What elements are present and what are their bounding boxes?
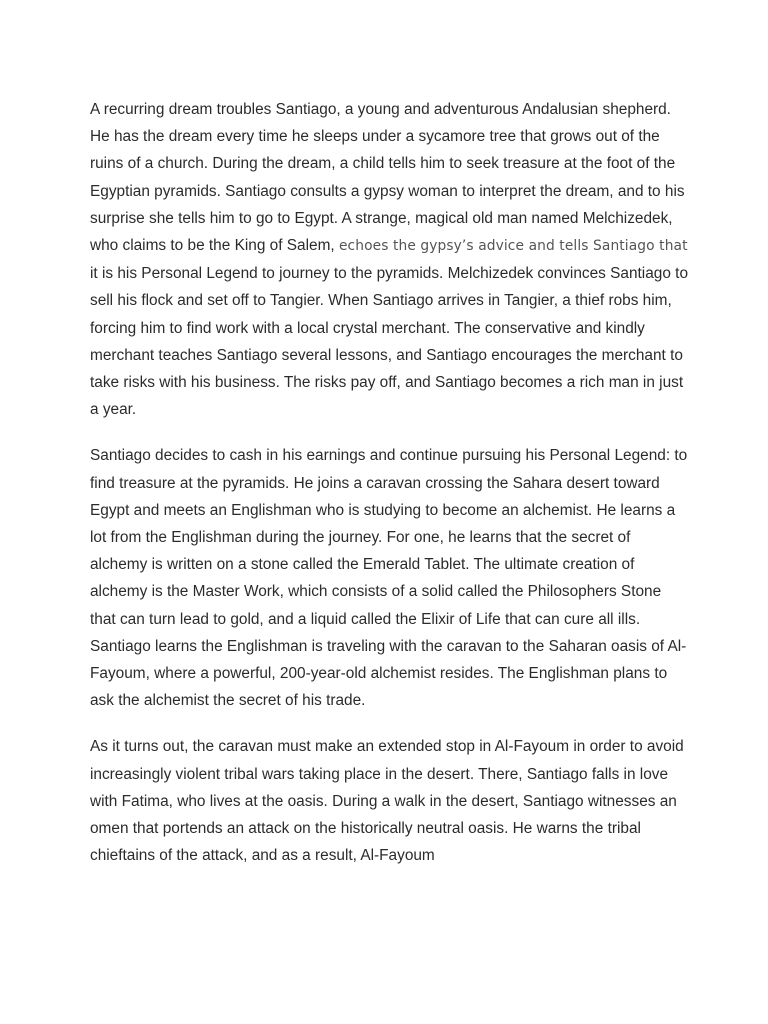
paragraph-1-text-b: echoes the gypsy’s advice and tells Santiago that (338, 238, 688, 255)
paragraph-2: Santiago decides to cash in his earnings and continue pursuing his Personal Legend: to find treasure at the pyramids. He joins a caravan crossing the Sahara desert toward Egypt and meets an Englishman who is studying to become an alchemist. He learns a lot from the Englishman during the journey. For one, he learns that the secret of alchemy is written on a stone called the Emerald Tablet. The ultimate creation of alchemy is the Master Work, which consists of a solid called the Philosophers Stone that can turn lead to gold, and a liquid called the Elixir of Life that can cure all ills. Santiago learns the Englishman is traveling with the caravan to the Saharan oasis of Al-Fayoum, where a powerful, 200-year-old alchemist resides. The Englishman plans to ask the alchemist the secret of his trade. (90, 447, 688, 710)
document-page (90, 96, 690, 888)
paragraph-3: As it turns out, the caravan must make an extended stop in Al-Fayoum in order to avoid increasingly violent tribal wars taking place in the desert. There, Santiago falls in love with Fatima, who lives at the oasis. During a walk in the desert, Santiago witnesses an omen that portends an attack on the historically neutral oasis. He warns the tribal chieftains of the attack, and as a result, Al-Fayoum (90, 738, 684, 865)
paragraph-1-text-c: it is his Personal Legend to journey to the pyramids. Melchizedek convinces Santiago to sell his flock and set off to Tangier. When Santiago arrives in Tangier, a thief robs him, forcing him to find work with a local crystal merchant. The conservative and kindly merchant teaches Santiago several lessons, and Santiago encourages the merchant to take risks with his business. The risks pay off, and Santiago becomes a rich man in just a year. (90, 265, 689, 419)
paragraph-1-text-a: A recurring dream troubles Santiago, a young and adventurous Andalusian shepherd. He has the dream every time he sleeps under a sycamore tree that grows out of the ruins of a church. During the dream, a child tells him to seek treasure at the foot of the Egyptian pyramids. Santiago consults a gypsy woman to interpret the dream, and to his surprise she tells him to go to Egypt. A strange, magical old man named Melchizedek, who claims to be the King of Salem, (90, 101, 685, 255)
paragraph-1 (90, 96, 690, 423)
